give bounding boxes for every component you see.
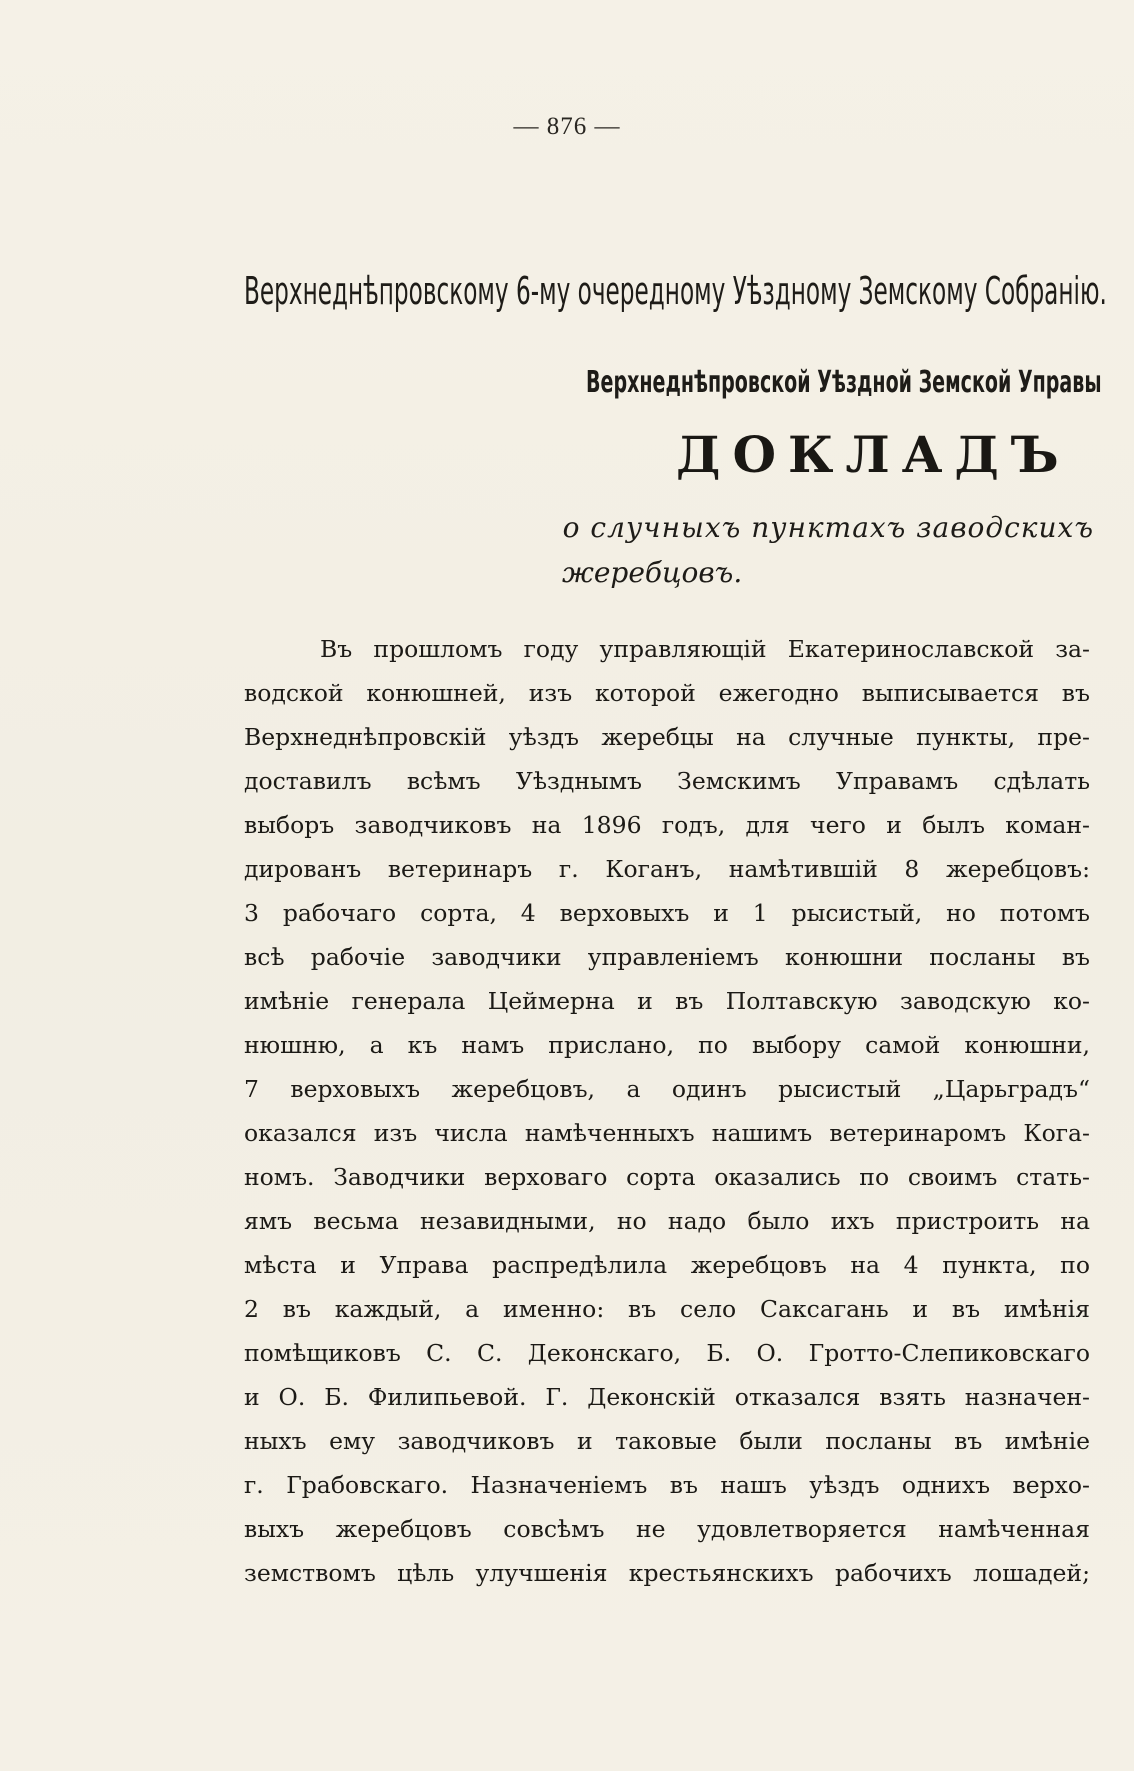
body-line: выхъ жеребцовъ совсѣмъ не удовлетворяется намѣченная [244, 1515, 1090, 1543]
body-line: водской конюшней, изъ которой ежегодно выписывается въ [244, 679, 1090, 707]
document-subject [560, 505, 1094, 595]
page-number: — 876 — [513, 113, 621, 140]
subject-line: о случныхъ пунктахъ заводскихъ [562, 511, 1094, 544]
body-line: ямъ весьма незавидными, но надо было ихъ пристроить на [244, 1207, 1090, 1235]
body-line: помѣщиковъ С. С. Деконскаго, Б. О. Гротто-Слепиковскаго [244, 1339, 1090, 1367]
body-line: ныхъ ему заводчиковъ и таковые были посланы въ имѣніе [244, 1427, 1090, 1455]
body-line: г. Грабовскаго. Назначеніемъ въ нашъ уѣздъ однихъ верхо- [244, 1471, 1090, 1499]
body-paragraph [244, 627, 1090, 1595]
body-line: земствомъ цѣль улучшенія крестьянскихъ рабочихъ лошадей; [244, 1559, 1090, 1587]
body-line: Въ прошломъ году управляющій Екатеринославской за- [320, 635, 1090, 663]
subject-line: жеребцовъ. [562, 556, 743, 589]
body-line: нюшню, а къ намъ прислано, по выбору самой конюшни, [244, 1031, 1090, 1059]
body-line: Верхнеднѣпровскій уѣздъ жеребцы на случные пункты, пре- [244, 723, 1090, 751]
body-line: всѣ рабочіе заводчики управленіемъ конюшни посланы въ [244, 943, 1090, 971]
author-heading: Верхнеднѣпровской Уѣздной Земской Управы [586, 365, 1102, 400]
body-line: 2 въ каждый, а именно: въ село Саксагань и въ имѣнія [244, 1295, 1090, 1323]
body-line: и О. Б. Филипьевой. Г. Деконскій отказался взять назначен- [244, 1383, 1090, 1411]
body-line: выборъ заводчиковъ на 1896 годъ, для чего и былъ коман- [244, 811, 1090, 839]
body-line: доставилъ всѣмъ Уѣзднымъ Земскимъ Управамъ сдѣлать [244, 767, 1090, 795]
addressee-heading: Верхнеднѣпровскому 6-му очередному Уѣздному Земскому Собранію. [244, 269, 1107, 313]
body-line: номъ. Заводчики верховаго сорта оказались по своимъ стать- [244, 1163, 1090, 1191]
body-line: оказался изъ числа намѣченныхъ нашимъ ветеринаромъ Кога- [244, 1119, 1090, 1147]
body-line: имѣніе генерала Цеймерна и въ Полтавскую заводскую ко- [244, 987, 1090, 1015]
body-line: 3 рабочаго сорта, 4 верховыхъ и 1 рысистый, но потомъ [244, 899, 1090, 927]
body-line: 7 верховыхъ жеребцовъ, а одинъ рысистый „Царьградъ“ [244, 1075, 1090, 1103]
body-line: дированъ ветеринаръ г. Коганъ, намѣтившій 8 жеребцовъ: [244, 855, 1090, 883]
document-title: ДОКЛАДЪ [676, 425, 1071, 484]
body-line: мѣста и Управа распредѣлила жеребцовъ на 4 пункта, по [244, 1251, 1090, 1279]
